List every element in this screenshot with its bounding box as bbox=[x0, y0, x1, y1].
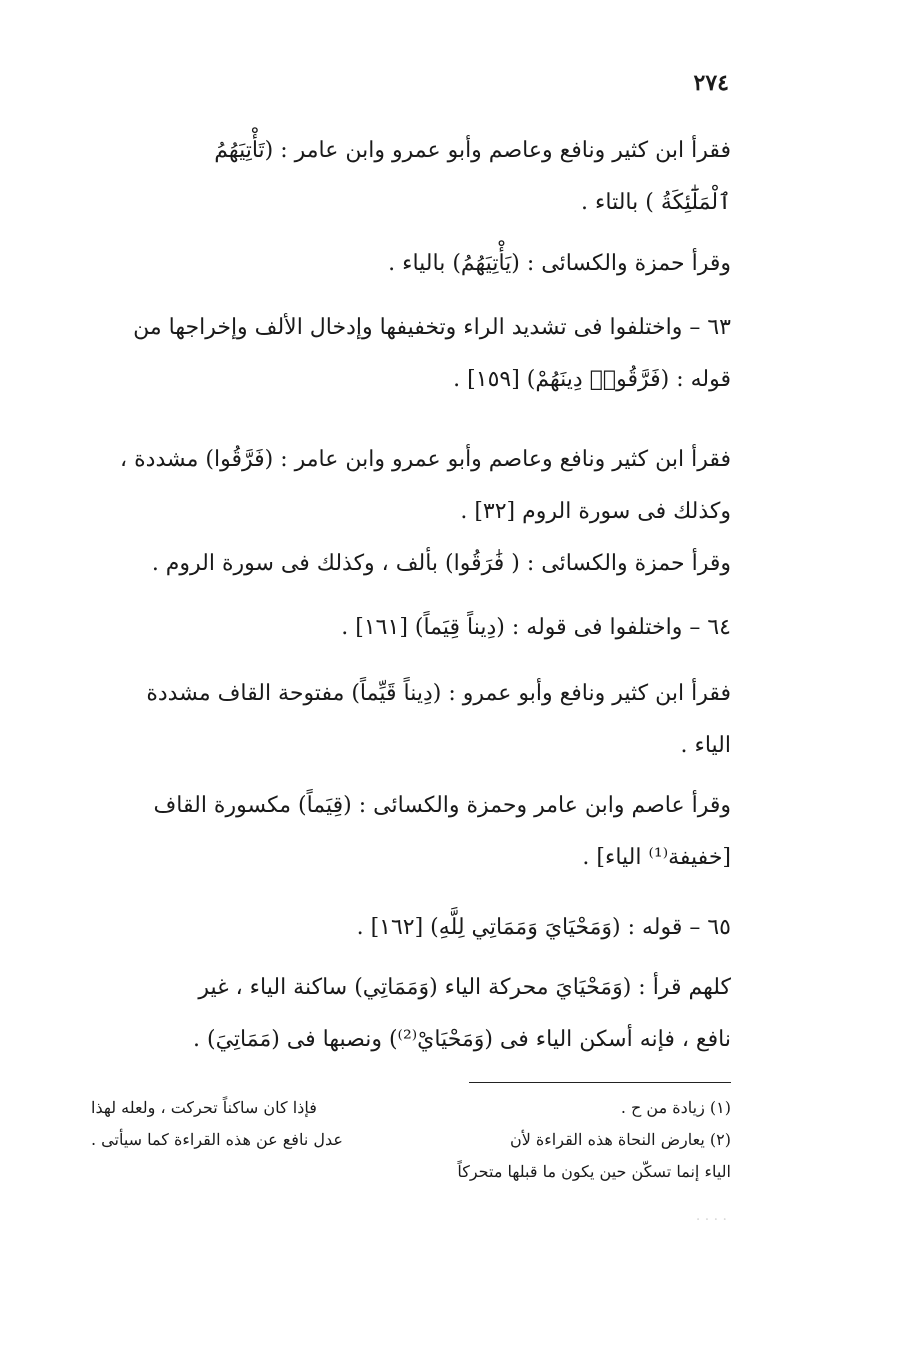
page-number: ٢٧٤ bbox=[693, 70, 729, 96]
footnote-divider bbox=[469, 1082, 731, 1083]
text-line: [خفيفة⁽¹⁾ الياء] . bbox=[582, 845, 731, 870]
footnote-row-3 bbox=[91, 1156, 731, 1188]
text-line: ٦٣ – واختلفوا فى تشديد الراء وتخفيفها وإدخال الألف وإخراجها من bbox=[133, 315, 731, 340]
footnote-row-1 bbox=[91, 1092, 731, 1124]
text-line: ٦٤ – واختلفوا فى قوله : (دِيناً قِيَماً) [١٦١] . bbox=[341, 615, 731, 640]
footnote-row-2 bbox=[91, 1124, 731, 1156]
paragraph bbox=[91, 125, 731, 229]
text-line: وقرأ حمزة والكسائى : (يَأْتِيَهُمُ) بالياء . bbox=[388, 251, 731, 276]
footnotes bbox=[91, 1092, 731, 1188]
text-line: قوله : (فَرَّقُوا۟ دِينَهُمْ) [١٥٩] . bbox=[453, 367, 731, 392]
text-line: فقرأ ابن كثير ونافع وأبو عمرو : (دِيناً قَيِّماً) مفتوحة القاف مشددة bbox=[146, 681, 731, 706]
paragraph bbox=[91, 962, 731, 1066]
paragraph bbox=[91, 238, 731, 290]
footnote-1: (١) زيادة من ح . bbox=[620, 1098, 731, 1117]
paragraph bbox=[91, 668, 731, 772]
text-line: الياء . bbox=[680, 733, 731, 758]
paragraph bbox=[91, 538, 731, 590]
paragraph bbox=[91, 434, 731, 538]
text-line: فقرأ ابن كثير ونافع وعاصم وأبو عمرو وابن عامر : (تَأْتِيَهُمُ bbox=[214, 138, 731, 163]
paragraph bbox=[91, 602, 731, 654]
text-line: ٦٥ – قوله : (وَمَحْيَايَ وَمَمَاتِي لِلَّهِ) [١٦٢] . bbox=[356, 915, 731, 940]
text-line: نافع ، فإنه أسكن الياء فى (وَمَحْيَايْ⁽²⁾) ونصبها فى (مَمَاتِيَ) . bbox=[193, 1027, 731, 1052]
footnote-2: (٢) يعارض النحاة هذه القراءة لأن bbox=[509, 1130, 731, 1149]
footnote-2-continuation-a: فإذا كان ساكناً تحركت ، ولعله لهذا bbox=[91, 1098, 317, 1117]
text-line: ٱلْمَلَٰٓئِكَةُ ) بالتاء . bbox=[581, 190, 731, 215]
paragraph bbox=[91, 902, 731, 954]
footnote-2-continuation-b: عدل نافع عن هذه القراءة كما سيأتى . bbox=[91, 1130, 343, 1149]
text-line: فقرأ ابن كثير ونافع وعاصم وأبو عمرو وابن عامر : (فَرَّقُوا) مشددة ، bbox=[120, 447, 731, 472]
text-line: وكذلك فى سورة الروم [٣٢] . bbox=[460, 499, 731, 524]
footnote-2-continuation-c: الياء إنما تسكّن حين يكون ما قبلها متحركاً bbox=[457, 1162, 731, 1181]
text-line: كلهم قرأ : (وَمَحْيَايَ محركة الياء (وَمَمَاتِي) ساكنة الياء ، غير bbox=[198, 975, 731, 1000]
faint-bleed-through: · · · · bbox=[695, 1212, 727, 1228]
text-line: وقرأ عاصم وابن عامر وحمزة والكسائى : (قِيَماً) مكسورة القاف bbox=[153, 793, 731, 818]
paragraph bbox=[91, 302, 731, 406]
paragraph bbox=[91, 780, 731, 884]
text-line: وقرأ حمزة والكسائى : ( فَٰرَقُوا) بألف ، وكذلك فى سورة الروم . bbox=[151, 551, 731, 576]
